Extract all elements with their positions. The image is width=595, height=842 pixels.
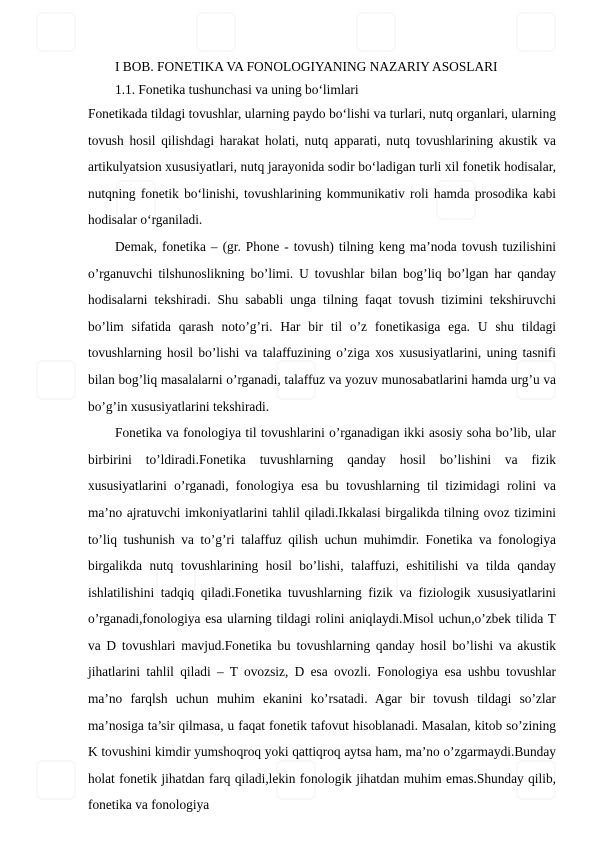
section-title: 1.1. Fonetika tushunchasi va uning bo‘limlari bbox=[115, 81, 359, 97]
paragraph-3: Fonetika va fonologiya til tovushlarini o’rganadigan ikki asosiy soha bo’lib, ular birbirini to’ldiradi.Fonetika tuvushlarning qanday hosil bo’lishini va fizik xususiyatlarini o’rganadi, fonologiya esa bu tovushlarning til tizimidagi rolini va ma’no ajratuvchi imkoniyatlarini tahlil qiladi.Ikkalasi birgalikda tilning ovoz tizimini to’liq tushunish va to’g’ri talaffuz qilish uchun muhimdir. Fonetika va fonologiya birgalikda nutq tovushlarining hosil bo’lishi, talaffuzi, eshitilishi va tilda qanday ishlatilishini tadqiq qiladi.Fonetika tuvushlarning fizik va fiziologik xususiyatlarini o’rganadi,fonologiya esa ularning tildagi rolini aniqlaydi.Misol uchun,o’zbek tilida T va D tovushlari mavjud.Fonetika bu tovushlarning qanday hosil bo’lishi va akustik jihatlarini tahlil qiladi – T ovozsiz, D esa ovozli. Fonologiya esa ushbu tovushlar ma’no farqlsh uchun muhim ekanini ko’rsatadi. Agar bir tovush tildagi so’zlar ma’nosiga ta’sir qilmasa, u faqat fonetik tafovut hisoblanadi. Masalan, kitob so’zining K tovushini kimdir yumshoqroq yoki qattiqroq aytsa ham, ma’no o’zgarmaydi.Bunday holat fonetik jihatdan farq qiladi,lekin fonologik jihatdan muhim emas.Shunday qilib, fonetika va fonologiya bbox=[88, 425, 556, 813]
watermark-icon bbox=[196, 12, 236, 52]
watermark-icon bbox=[36, 760, 76, 800]
chapter-title: I BOB. FONETIKA VA FONOLOGIYANING NAZARIY ASOSLARI bbox=[115, 59, 498, 74]
watermark-icon bbox=[356, 12, 396, 52]
paragraph-2: Demak, fonetika – (gr. Phone - tovush) tilning keng ma’noda tovush tuzilishini o’rganuvchi tilshunoslikning bo’limi. U tovushlar bilan bog’liq bo’lgan har qanday hodisalarni tekshiradi. Shu sababli unga tilning faqat tovush tizimini tekshiruvchi bo’lim sifatida qarash noto’g’ri. Har bir til o’z fonetikasiga ega. U shu tildagi tovushlarning hosil bo’lishi va talaffuzining o’ziga xos xususiyatlarini, uning tasnifi bilan bog’liq masalalarni o’rganadi, talaffuz va yozuv munosabatlarini hamda urg’u va bo’g’in xususiyatlarini tekshiradi. bbox=[88, 238, 556, 414]
document-body bbox=[88, 56, 556, 819]
paragraph-1: Fonetikada tildagi tovushlar, ularning paydo bo‘lishi va turlari, nutq organlari, ularning tovush hosil qilishdagi harakat holati, nutq apparati, nutq tovushlarining akustik va artikulyatsion xususiyatlari, nutq jarayonida sodir bo‘ladigan turli xil fonetik hodisalar, nutqning fonetik bo‘linishi, tovushlarining kommunikativ roli hamda prosodika kabi hodisalar o‘rganiladi. bbox=[88, 106, 556, 228]
watermark-icon bbox=[36, 12, 76, 52]
watermark-icon bbox=[516, 12, 556, 52]
watermark-icon bbox=[36, 360, 76, 400]
